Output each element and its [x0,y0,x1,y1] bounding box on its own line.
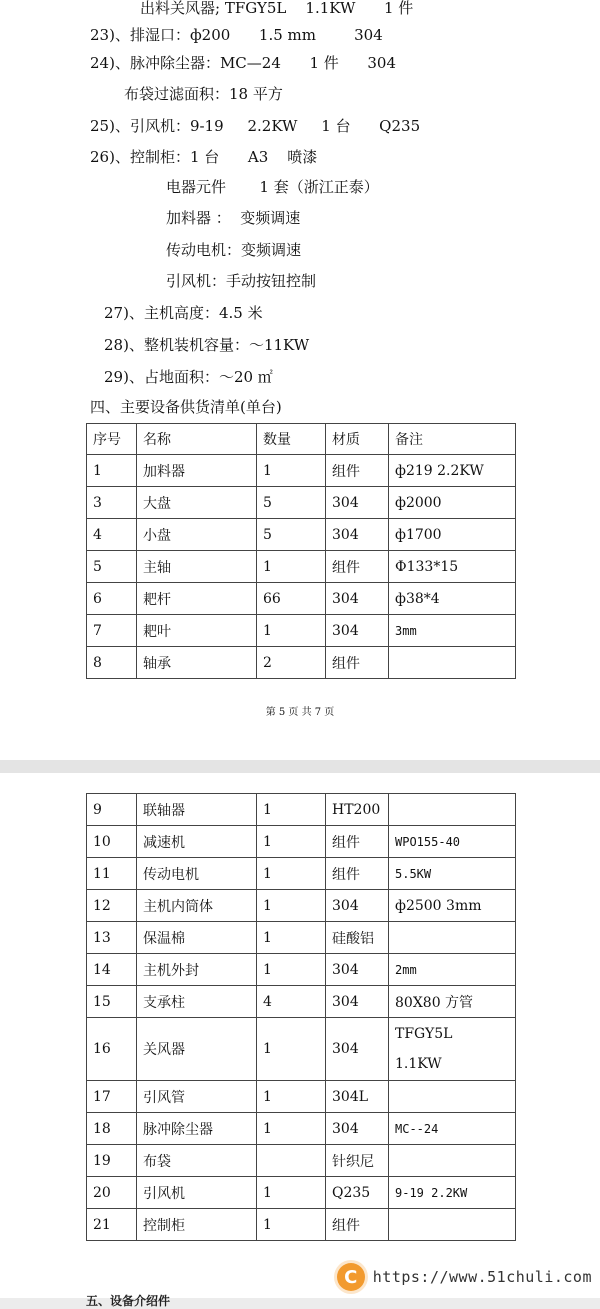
header-cell-name: 名称 [137,424,257,455]
cell-qty: 1 [257,890,326,922]
table-header-row [87,424,516,455]
cell-remark [389,1209,516,1241]
table-row [87,519,516,551]
cell-name: 主机外封 [137,954,257,986]
cell-remark: 80X80 方管 [389,986,516,1018]
cell-index: 10 [87,826,137,858]
cell-index: 14 [87,954,137,986]
equipment-table-part1 [86,423,516,679]
header-cell-material: 材质 [326,424,389,455]
cell-qty: 1 [257,1018,326,1081]
table-row [87,551,516,583]
cell-remark: 2mm [389,954,516,986]
page-footer: 第 5 页 共 7 页 [265,707,335,718]
cell-index: 17 [87,1081,137,1113]
spec-line: 加料器 ： 变频调速 [166,209,301,227]
cell-index: 16 [87,1018,137,1081]
cell-qty: 1 [257,1209,326,1241]
cell-material: 304 [326,519,389,551]
cell-qty: 1 [257,455,326,487]
cell-qty: 1 [257,1177,326,1209]
cell-remark: WPO155-40 [389,826,516,858]
cell-qty: 66 [257,583,326,615]
cell-material: 组件 [326,858,389,890]
cell-index: 9 [87,794,137,826]
cell-remark: 9-19 2.2KW [389,1177,516,1209]
cell-remark: ф2000 [389,487,516,519]
cell-index: 19 [87,1145,137,1177]
table-row [87,583,516,615]
cell-index: 20 [87,1177,137,1209]
table-row [87,1177,516,1209]
site-watermark [337,1262,592,1292]
spec-line: 29)、占地面积：～20 ㎡ [104,368,273,386]
table-row [87,1018,516,1081]
table-row [87,487,516,519]
spec-line: 26)、控制柜：1 台 A3 喷漆 [90,148,318,166]
cell-index: 11 [87,858,137,890]
cell-index: 7 [87,615,137,647]
cell-index: 8 [87,647,137,679]
spec-line: 24)、脉冲除尘器：MC—24 1 件 304 [90,54,397,72]
cell-name: 联轴器 [137,794,257,826]
cell-qty: 1 [257,1081,326,1113]
brand-logo-icon: C [337,1263,365,1291]
header-cell-qty: 数量 [257,424,326,455]
equipment-table-part2 [86,793,516,1241]
cell-qty: 5 [257,519,326,551]
cell-index: 18 [87,1113,137,1145]
cell-remark: 5.5KW [389,858,516,890]
table-row [87,1145,516,1177]
cell-index: 15 [87,986,137,1018]
cell-name: 支承柱 [137,986,257,1018]
cell-index: 21 [87,1209,137,1241]
cell-index: 6 [87,583,137,615]
cell-qty: 1 [257,826,326,858]
spec-line: 传动电机：变频调速 [166,241,302,259]
cell-remark [389,647,516,679]
spec-line: 27)、主机高度：4.5 米 [104,304,263,322]
cell-material: 组件 [326,826,389,858]
cell-remark: MC--24 [389,1113,516,1145]
cell-index: 4 [87,519,137,551]
spec-line: 25)、引风机：9-19 2.2KW 1 台 Q235 [90,117,421,135]
spec-line: 23)、排湿口：ф200 1.5 mm 304 [90,26,383,44]
cell-name: 引风管 [137,1081,257,1113]
cell-material: Q235 [326,1177,389,1209]
spec-line: 电器元件 1 套（浙江正泰） [166,178,379,196]
cell-material: 304 [326,1018,389,1081]
cell-name: 关风器 [137,1018,257,1081]
cell-material: 304 [326,583,389,615]
cell-material: 组件 [326,455,389,487]
cell-index: 13 [87,922,137,954]
cell-material: 组件 [326,647,389,679]
cell-qty: 1 [257,1113,326,1145]
cell-name: 小盘 [137,519,257,551]
cell-remark: ф219 2.2KW [389,455,516,487]
cell-material: 304 [326,615,389,647]
table-row [87,986,516,1018]
page-separator [0,760,600,773]
cell-qty: 2 [257,647,326,679]
cell-qty: 1 [257,922,326,954]
table-row [87,647,516,679]
cell-remark: ф2500 3mm [389,890,516,922]
cell-name: 轴承 [137,647,257,679]
table-row [87,922,516,954]
spec-line: 四、主要设备供货清单(单台) [90,398,282,416]
cell-qty: 1 [257,794,326,826]
cell-material: 组件 [326,1209,389,1241]
cell-name: 引风机 [137,1177,257,1209]
cell-material: 304 [326,1113,389,1145]
cell-material: 304L [326,1081,389,1113]
cell-material: 304 [326,890,389,922]
cell-remark: 3mm [389,615,516,647]
cell-material: 硅酸铝 [326,922,389,954]
spec-line: 28)、整机装机容量：～11KW [104,336,310,354]
table-row [87,455,516,487]
cell-material: 针织尼 [326,1145,389,1177]
cell-qty: 4 [257,986,326,1018]
watermark-url: https://www.51chuli.com [372,1268,592,1286]
cell-name: 主轴 [137,551,257,583]
cell-remark [389,922,516,954]
cell-index: 5 [87,551,137,583]
cell-remark [389,1145,516,1177]
cell-material: 304 [326,986,389,1018]
cell-name: 减速机 [137,826,257,858]
cell-name: 加料器 [137,455,257,487]
remark-line: 1.1KW [395,1056,442,1072]
table-row [87,858,516,890]
cell-name: 布袋 [137,1145,257,1177]
cell-remark [389,794,516,826]
spec-line: 布袋过滤面积：18 平方 [124,85,283,103]
document-page-6 [0,773,600,1308]
table-row [87,615,516,647]
cell-qty: 1 [257,954,326,986]
cell-name: 主机内筒体 [137,890,257,922]
cell-index: 12 [87,890,137,922]
cell-name: 大盘 [137,487,257,519]
cell-remark: ф1700 [389,519,516,551]
cell-remark: Ф133*15 [389,551,516,583]
cell-remark [389,1081,516,1113]
cell-qty: 1 [257,615,326,647]
cell-name: 保温棉 [137,922,257,954]
cell-remark: ф38*4 [389,583,516,615]
cell-name: 耙杆 [137,583,257,615]
cell-index: 3 [87,487,137,519]
cell-name: 控制柜 [137,1209,257,1241]
cell-name: 耙叶 [137,615,257,647]
cell-name: 传动电机 [137,858,257,890]
table-row [87,1209,516,1241]
cell-qty: 1 [257,858,326,890]
cell-material: 304 [326,487,389,519]
table-row [87,954,516,986]
cell-name: 脉冲除尘器 [137,1113,257,1145]
cell-material: HT200 [326,794,389,826]
cell-remark [389,1018,516,1081]
header-cell-index: 序号 [87,424,137,455]
table-row [87,1113,516,1145]
cell-qty: 1 [257,551,326,583]
table-row [87,1081,516,1113]
cell-material: 组件 [326,551,389,583]
cell-qty: 5 [257,487,326,519]
spec-line: 出料关风器; TFGY5L 1.1KW 1 件 [140,0,414,17]
cell-qty [257,1145,326,1177]
header-cell-remark: 备注 [389,424,516,455]
remark-line: TFGY5L [395,1026,453,1042]
next-section-heading-cut: 五、设备介绍件 [86,1294,171,1308]
cell-index: 1 [87,455,137,487]
cell-material: 304 [326,954,389,986]
table-row [87,890,516,922]
table-row [87,794,516,826]
table-row [87,826,516,858]
spec-line: 引风机：手动按钮控制 [166,272,317,290]
